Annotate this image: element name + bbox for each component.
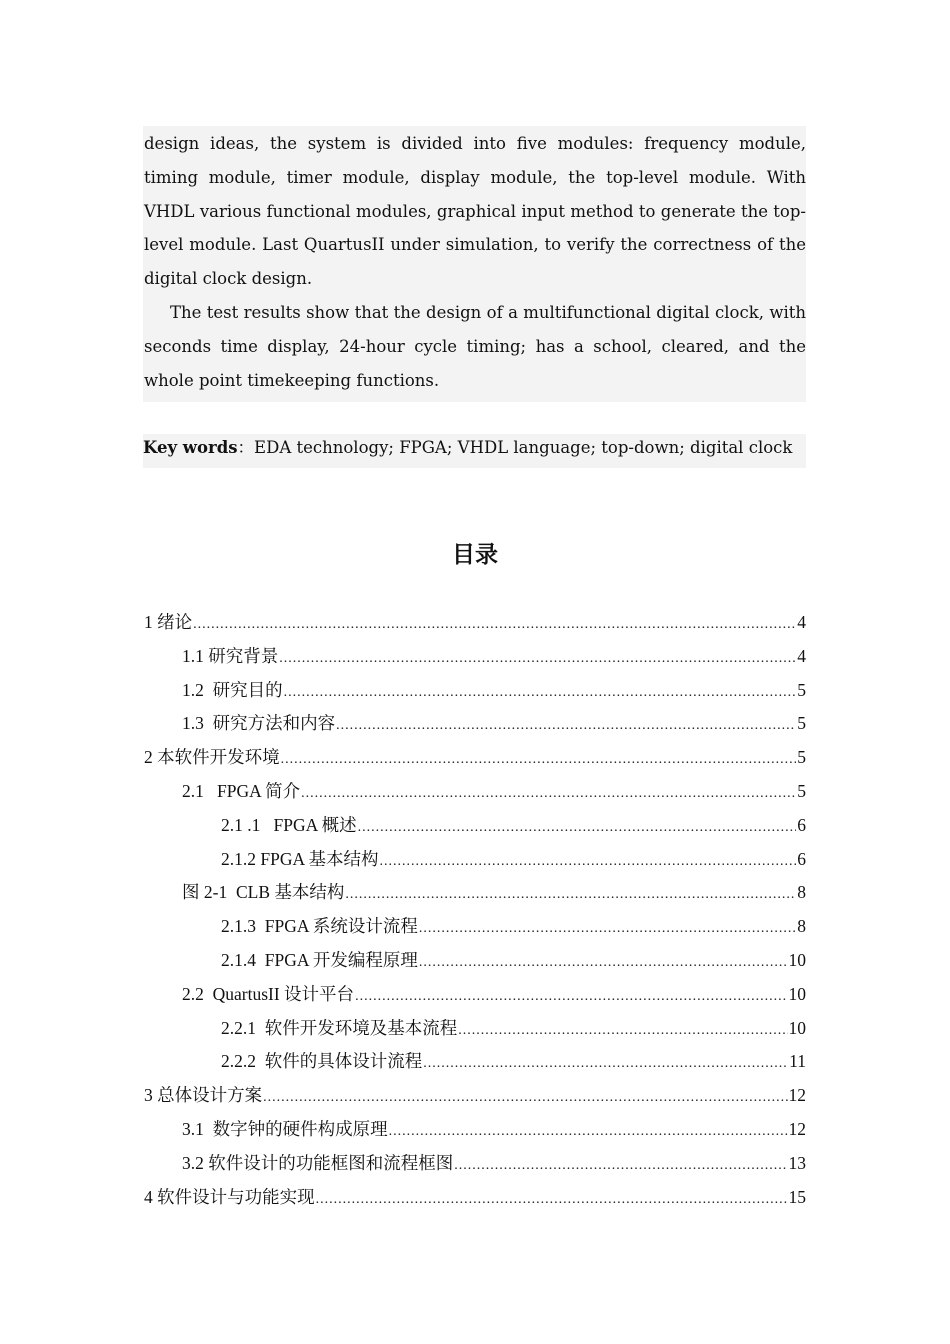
toc-entry-text: 2.2.2 软件的具体设计流程	[221, 1051, 423, 1072]
toc-entry[interactable]	[144, 809, 806, 843]
toc-entry[interactable]	[144, 944, 806, 978]
toc-page-number: 5	[797, 679, 806, 700]
toc-entry-text: 3.2 软件设计的功能框图和流程框图	[182, 1152, 454, 1173]
toc-entry-text: 1.3 研究方法和内容	[182, 713, 336, 734]
toc-leader-dots	[193, 608, 796, 642]
toc-page-number: 12	[788, 1118, 806, 1139]
toc-leader-dots	[419, 912, 796, 946]
toc-entry-text: 2.2 QuartusII 设计平台	[182, 983, 355, 1004]
toc-entry[interactable]	[144, 910, 806, 944]
toc-entry-text: 1 绪论	[144, 612, 193, 632]
toc-entry-text: 3.1 数字钟的硬件构成原理	[182, 1118, 388, 1139]
toc-page-number: 13	[788, 1152, 806, 1173]
toc-leader-dots	[336, 709, 796, 743]
toc-entry-text: 2.1.3 FPGA 系统设计流程	[221, 916, 418, 937]
toc-page-number: 4	[797, 645, 806, 666]
toc-entry[interactable]	[144, 606, 806, 640]
toc-entry[interactable]	[144, 843, 806, 877]
toc-leader-dots	[301, 777, 796, 811]
table-of-contents	[144, 606, 806, 1214]
keywords-text: EDA technology; FPGA; VHDL language; top-down; digital clock	[254, 438, 793, 457]
toc-entry-text: 2.1.4 FPGA 开发编程原理	[221, 949, 418, 970]
toc-entry-text: 2.1 FPGA 简介	[182, 780, 301, 801]
toc-page-number: 11	[789, 1051, 806, 1072]
toc-page-number: 5	[797, 747, 806, 768]
toc-leader-dots	[281, 743, 797, 777]
toc-entry[interactable]	[144, 876, 806, 910]
toc-entry[interactable]	[144, 1181, 806, 1215]
toc-entry-text: 2 本软件开发环境	[144, 747, 280, 768]
toc-leader-dots	[345, 878, 796, 912]
keywords-label: Key words	[143, 438, 238, 457]
toc-entry[interactable]	[144, 978, 806, 1012]
toc-entry[interactable]	[144, 1147, 806, 1181]
toc-entry[interactable]	[144, 1012, 806, 1046]
toc-leader-dots	[355, 980, 787, 1014]
toc-leader-dots	[423, 1047, 788, 1081]
toc-entry-text: 2.2.1 软件开发环境及基本流程	[221, 1017, 458, 1038]
toc-entry-text: 2.1 .1 FPGA 概述	[221, 814, 357, 835]
toc-leader-dots	[284, 676, 797, 710]
toc-leader-dots	[279, 642, 796, 676]
toc-page-number: 10	[788, 949, 806, 970]
toc-entry[interactable]	[144, 674, 806, 708]
toc-leader-dots	[380, 845, 797, 879]
toc-page-number: 5	[797, 780, 806, 801]
toc-entry[interactable]	[144, 1113, 806, 1147]
toc-leader-dots	[458, 1014, 787, 1048]
abstract-paragraph: The test results show that the design of a multifunctional digital clock, with seconds time display, 24-hour cycle timing; has a school, cleared, and the whole point timekeeping functions.	[144, 302, 806, 390]
toc-leader-dots	[316, 1183, 788, 1217]
toc-page-number: 15	[788, 1186, 806, 1207]
keywords-line	[143, 434, 806, 468]
toc-title: 目录	[452, 541, 498, 568]
toc-entry[interactable]	[144, 1045, 806, 1079]
toc-leader-dots	[419, 946, 788, 980]
abstract-paragraph: design ideas, the system is divided into five modules: frequency module, timing module, timer module, display module, the top-level module. With VHDL various functional modules, graphical input method to generate the top-level module. Last QuartusII under simulation, to verify the correctness of the digital clock design.	[144, 134, 806, 289]
toc-page-number: 10	[788, 1017, 806, 1038]
toc-page-number: 8	[797, 916, 806, 937]
toc-entry-text: 1.2 研究目的	[182, 679, 283, 700]
toc-entry-text: 1.1 研究背景	[182, 645, 279, 666]
toc-page-number: 6	[797, 814, 806, 835]
toc-leader-dots	[454, 1149, 787, 1183]
toc-page-number: 12	[788, 1085, 806, 1106]
toc-entry[interactable]	[144, 1079, 806, 1113]
toc-entry-text: 图 2-1 CLB 基本结构	[182, 882, 345, 903]
toc-leader-dots	[389, 1115, 788, 1149]
toc-entry[interactable]	[144, 775, 806, 809]
toc-entry[interactable]	[144, 707, 806, 741]
toc-entry-text: 3 总体设计方案	[144, 1085, 263, 1106]
toc-entry-text: 4 软件设计与功能实现	[144, 1186, 315, 1207]
toc-leader-dots	[263, 1081, 787, 1115]
toc-page-number: 8	[797, 882, 806, 903]
keywords-separator: ：	[237, 438, 255, 457]
toc-page-number: 4	[797, 612, 806, 632]
toc-page-number: 5	[797, 713, 806, 734]
abstract-section	[144, 127, 806, 397]
toc-entry[interactable]	[144, 640, 806, 674]
toc-entry-text: 2.1.2 FPGA 基本结构	[221, 848, 379, 869]
toc-page-number: 6	[797, 848, 806, 869]
toc-page-number: 10	[788, 983, 806, 1004]
toc-entry[interactable]	[144, 741, 806, 775]
toc-leader-dots	[358, 811, 797, 845]
